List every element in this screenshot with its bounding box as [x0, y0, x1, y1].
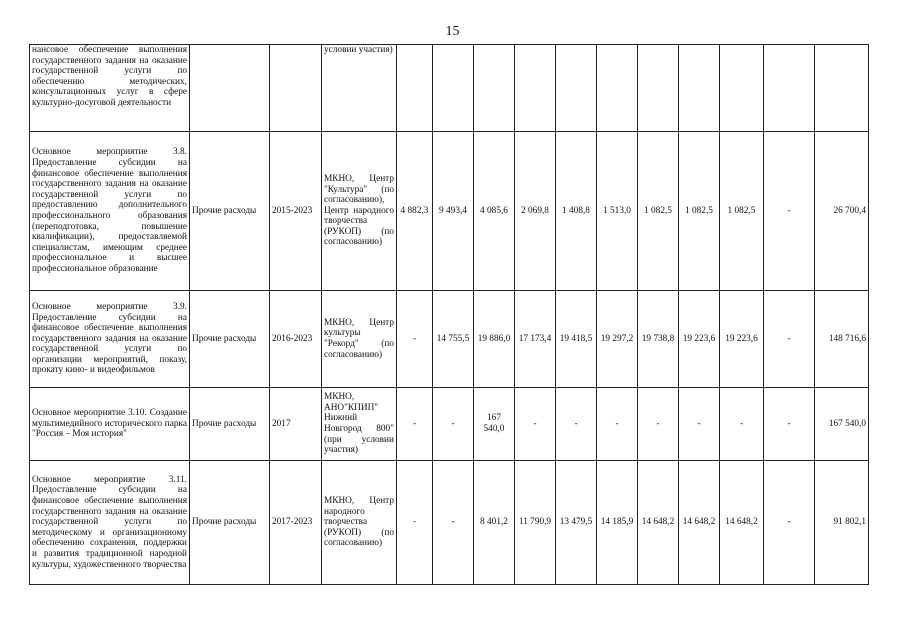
year-value-cell — [474, 45, 515, 132]
year-value-cell: 4 882,3 — [397, 132, 433, 291]
executor-cell: условии участия) — [322, 45, 397, 132]
year-value-cell: 17 173,4 — [515, 291, 556, 388]
years-cell: 2017 — [270, 388, 322, 461]
activity-description-cell: Основное мероприятие 3.10. Создание мультимедийного исторического парка "Россия – Моя история" — [30, 388, 190, 461]
year-value-cell: 19 886,0 — [474, 291, 515, 388]
year-value-cell — [515, 45, 556, 132]
funding-source-cell: Прочие расходы — [190, 291, 270, 388]
total-cell: 167 540,0 — [815, 388, 869, 461]
year-value-cell: 14 185,9 — [597, 461, 638, 585]
year-value-cell: 167 540,0 — [474, 388, 515, 461]
total-cell: 26 700,4 — [815, 132, 869, 291]
year-value-cell: - — [764, 461, 815, 585]
funding-source-cell: Прочие расходы — [190, 132, 270, 291]
year-value-cell: 19 297,2 — [597, 291, 638, 388]
year-value-cell: 1 082,5 — [638, 132, 679, 291]
year-value-cell — [764, 45, 815, 132]
table-row — [30, 45, 869, 132]
executor-cell: МКНО, Центр народного творчества (РУКОП) (по согласованию) — [322, 461, 397, 585]
year-value-cell: 19 223,6 — [679, 291, 720, 388]
year-value-cell: - — [433, 388, 474, 461]
year-value-cell — [433, 45, 474, 132]
year-value-cell: - — [515, 388, 556, 461]
page-number: 15 — [445, 24, 460, 39]
activity-description-cell: Основное мероприятие 3.9. Предоставление субсидии на финансовое обеспечение выполнения государственного задания на оказание государственной услуги по организации мероприятий, показу, прокату кино- и видеофильмов — [30, 291, 190, 388]
year-value-cell: 11 790,9 — [515, 461, 556, 585]
year-value-cell: 1 082,5 — [720, 132, 764, 291]
funding-source-cell: Прочие расходы — [190, 461, 270, 585]
year-value-cell: 19 418,5 — [556, 291, 597, 388]
year-value-cell — [638, 45, 679, 132]
year-value-cell: - — [720, 388, 764, 461]
year-value-cell — [397, 45, 433, 132]
year-value-cell: - — [764, 388, 815, 461]
activity-description-cell: Основное мероприятие 3.8. Предоставление субсидии на финансовое обеспечение выполнения государственного задания на оказание государственной услуги по предоставлению дополнительного профессионального образования (переподготовка, повышение квалификации), предоставляемой специалистам, имеющим среднее профессиональное и высшее профессиональное образование — [30, 132, 190, 291]
activity-description-cell: нансовое обеспечение выполнения государственного задания на оказание государственной услуги по обеспечению методических, консультационных услуг в сфере культурно-досуговой деятельности — [30, 45, 190, 132]
executor-cell: МКНО, АНО"КПИП" Нижний Новгород 800" (при условии участия) — [322, 388, 397, 461]
year-value-cell: 14 648,2 — [720, 461, 764, 585]
total-cell: 148 716,6 — [815, 291, 869, 388]
year-value-cell — [597, 45, 638, 132]
year-value-cell: 14 648,2 — [679, 461, 720, 585]
total-cell — [815, 45, 869, 132]
executor-cell: МКНО, Центр культуры "Рекорд" (по согласованию) — [322, 291, 397, 388]
year-value-cell — [720, 45, 764, 132]
funding-source-cell — [190, 45, 270, 132]
year-value-cell: - — [397, 388, 433, 461]
year-value-cell: 8 401,2 — [474, 461, 515, 585]
year-value-cell: 1 513,0 — [597, 132, 638, 291]
year-value-cell: - — [397, 461, 433, 585]
year-value-cell: 14 648,2 — [638, 461, 679, 585]
year-value-cell: - — [433, 461, 474, 585]
activity-description-cell: Основное мероприятие 3.11. Предоставление субсидии на финансовое обеспечение выполнения государственного задания на оказание государственной услуги по методическому и организационному обеспечению сохранения, поддержки и развития традиционной народной культуры, художественного творчества — [30, 461, 190, 585]
year-value-cell: - — [597, 388, 638, 461]
table-row — [30, 132, 869, 291]
table-row — [30, 388, 869, 461]
years-cell: 2015-2023 — [270, 132, 322, 291]
year-value-cell — [556, 45, 597, 132]
year-value-cell: - — [764, 132, 815, 291]
funding-source-cell: Прочие расходы — [190, 388, 270, 461]
year-value-cell: - — [397, 291, 433, 388]
year-value-cell: 9 493,4 — [433, 132, 474, 291]
year-value-cell: 13 479,5 — [556, 461, 597, 585]
year-value-cell: 2 069,8 — [515, 132, 556, 291]
year-value-cell: 4 085,6 — [474, 132, 515, 291]
year-value-cell: 1 408,8 — [556, 132, 597, 291]
table-row — [30, 461, 869, 585]
table-row — [30, 291, 869, 388]
years-cell: 2016-2023 — [270, 291, 322, 388]
year-value-cell: 19 738,8 — [638, 291, 679, 388]
year-value-cell: - — [764, 291, 815, 388]
year-value-cell: 14 755,5 — [433, 291, 474, 388]
executor-cell: МКНО, Центр "Культура" (по согласованию), Центр народного творчества (РУКОП) (по согласованию) — [322, 132, 397, 291]
year-value-cell: 19 223,6 — [720, 291, 764, 388]
year-value-cell: 1 082,5 — [679, 132, 720, 291]
year-value-cell — [679, 45, 720, 132]
years-cell: 2017-2023 — [270, 461, 322, 585]
years-cell — [270, 45, 322, 132]
year-value-cell: - — [679, 388, 720, 461]
year-value-cell: - — [556, 388, 597, 461]
total-cell: 91 802,1 — [815, 461, 869, 585]
budget-table — [29, 44, 869, 585]
year-value-cell: - — [638, 388, 679, 461]
